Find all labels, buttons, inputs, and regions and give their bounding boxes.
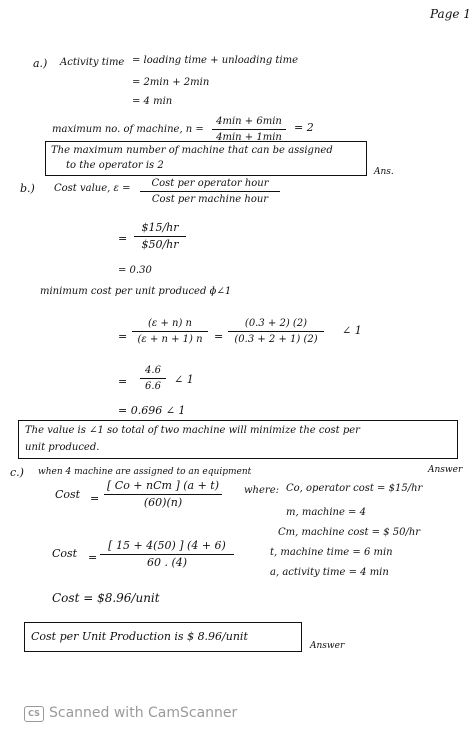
part-b-answer-line1: The value is ∠1 so total of two machine will minimize the cost per <box>25 425 360 436</box>
variable-operator-cost: Co, operator cost = $15/hr <box>286 483 423 494</box>
max-machines-numerator: 4min + 6min <box>212 116 286 130</box>
part-c-label: c.) <box>10 466 24 479</box>
activity-time-result: = 4 min <box>132 96 173 107</box>
min-cost-condition: minimum cost per unit produced ɸ∠1 <box>40 286 232 297</box>
page-label: Page 1 <box>430 7 471 21</box>
camscanner-logo-icon: CS <box>24 706 44 722</box>
max-machines-denominator: 4min + 1min <box>216 132 282 143</box>
dollar-ratio-denominator: $50/hr <box>141 238 179 252</box>
substituted-cost-fraction <box>100 540 234 569</box>
part-a-answer-tag: Ans. <box>374 167 394 177</box>
variable-machine-count: m, machine = 4 <box>286 507 366 518</box>
max-machines-label: maximum no. of machine, n = <box>52 124 204 135</box>
phi-sub-denominator: (0.3 + 2 + 1) (2) <box>234 334 318 345</box>
cost-value-label: Cost value, ε = <box>54 183 131 194</box>
max-machines-fraction <box>212 116 286 143</box>
variable-machine-cost: Cm, machine cost = $ 50/hr <box>278 527 421 538</box>
dollar-ratio-fraction <box>134 222 186 251</box>
phi-denominator: (ε + n + 1) n <box>137 334 203 345</box>
cost-formula-label: Cost <box>55 488 81 501</box>
part-b-answer-box <box>18 420 458 459</box>
simplified-fraction <box>140 365 166 392</box>
substituted-cost-label: Cost <box>52 547 78 560</box>
phi-fraction <box>132 318 208 345</box>
camscanner-watermark: Scanned with CamScanner <box>49 705 238 721</box>
simplified-equals: = <box>118 375 128 388</box>
cost-value-numerator: Cost per operator hour <box>140 178 280 192</box>
cost-value-fraction <box>140 178 280 205</box>
phi-numerator: (ε + n) n <box>132 318 208 332</box>
part-b-answer-line2: unit produced. <box>25 442 100 453</box>
activity-time-label: Activity time <box>60 57 125 68</box>
simplified-numerator: 4.6 <box>140 365 166 379</box>
phi-less-than-one: ∠ 1 <box>342 324 362 337</box>
cost-formula-equals: = <box>90 492 100 505</box>
phi-equals: = <box>118 330 128 343</box>
substituted-cost-denominator: 60 . (4) <box>146 556 188 570</box>
part-a-answer-box <box>45 141 367 176</box>
simplified-suffix: ∠ 1 <box>174 373 194 386</box>
cost-formula-denominator: (60)(n) <box>143 496 183 510</box>
final-answer-box <box>24 622 302 652</box>
part-c-intro: when 4 machine are assigned to an equipment <box>38 467 252 477</box>
activity-time-sum: = 2min + 2min <box>132 77 210 88</box>
cost-result: Cost = $8.96/unit <box>52 591 160 605</box>
cost-formula-fraction <box>104 480 222 509</box>
dollar-ratio-equals: = <box>118 232 128 245</box>
variable-machine-time: t, machine time = 6 min <box>270 547 393 558</box>
part-c-answer-tag-bottom: Answer <box>310 641 345 651</box>
where-label: where: <box>244 485 279 496</box>
final-answer-text: Cost per Unit Production is $ 8.96/unit <box>31 630 248 643</box>
part-a-answer-line1: The maximum number of machine that can be assigned <box>51 145 333 156</box>
phi-sub-numerator: (0.3 + 2) (2) <box>228 318 324 332</box>
phi-sub-equals: = <box>214 330 224 343</box>
cost-value-denominator: Cost per machine hour <box>151 194 269 205</box>
activity-time-definition: = loading time + unloading time <box>132 55 299 66</box>
part-a-label: a.) <box>33 57 48 70</box>
part-b-label: b.) <box>20 182 35 195</box>
simplified-denominator: 6.6 <box>145 381 161 392</box>
phi-sub-fraction <box>228 318 324 345</box>
max-machines-result: = 2 <box>294 121 314 134</box>
part-c-answer-tag-top: Answer <box>428 465 463 475</box>
variable-activity-time: a, activity time = 4 min <box>270 567 389 578</box>
final-value: = 0.696 ∠ 1 <box>118 404 186 417</box>
substituted-cost-equals: = <box>88 551 98 564</box>
substituted-cost-numerator: [ 15 + 4(50) ] (4 + 6) <box>100 540 234 555</box>
ratio-result: = 0.30 <box>118 265 152 276</box>
dollar-ratio-numerator: $15/hr <box>134 222 186 237</box>
cost-formula-numerator: [ Co + nCm ] (a + t) <box>104 480 222 495</box>
part-a-answer-line2: to the operator is 2 <box>66 160 164 171</box>
